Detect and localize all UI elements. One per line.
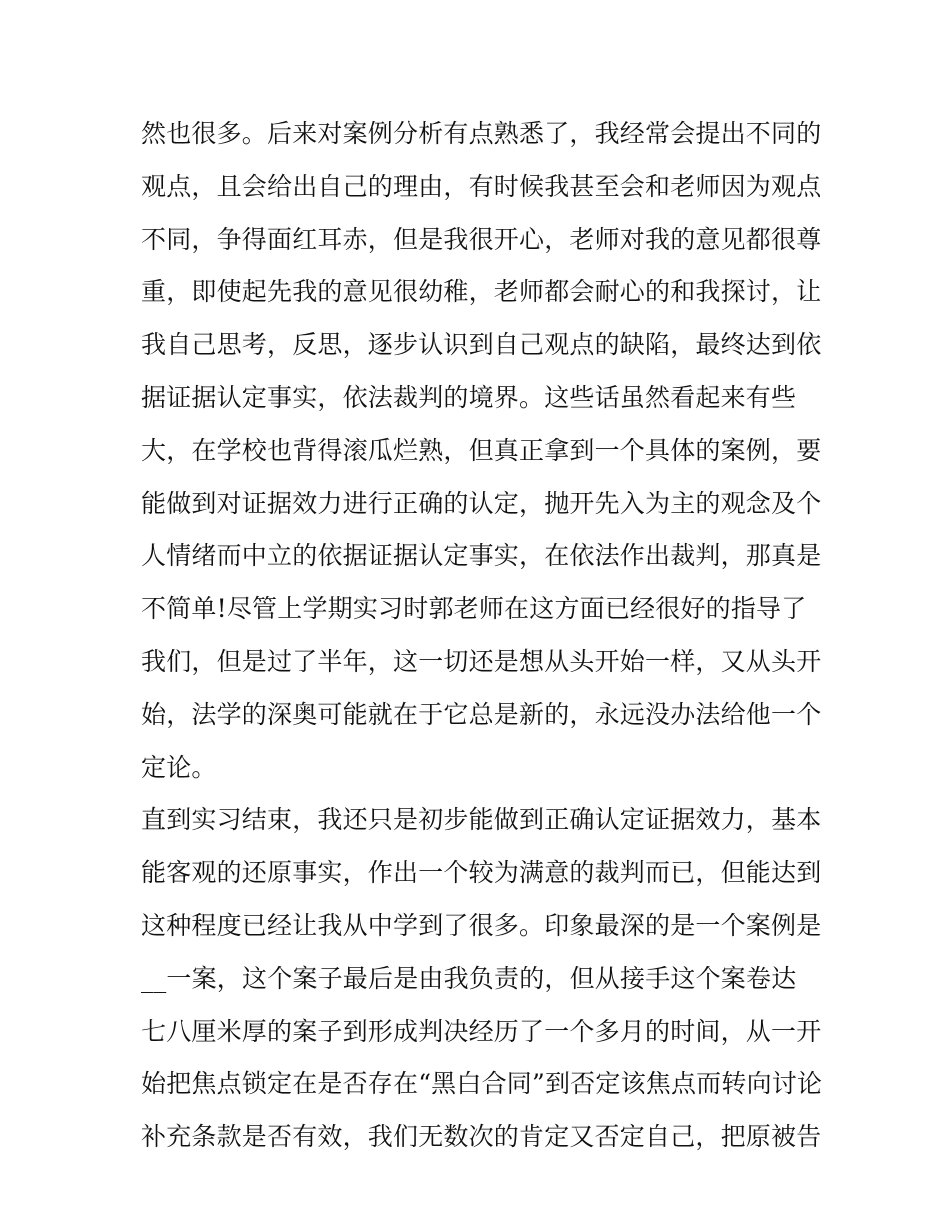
text-line: 能做到对证据效力进行正确的认定，抛开先入为主的观念及个	[141, 488, 822, 518]
text-line: 始，法学的深奥可能就在于它总是新的，永远没办法给他一个	[141, 699, 822, 729]
text-line: 不同，争得面红耳赤，但是我很开心，老师对我的意见都很尊	[141, 224, 822, 254]
text-line: 能客观的还原事实，作出一个较为满意的裁判而已，但能达到	[141, 858, 822, 888]
text-line: 我们，但是过了半年，这一切还是想从头开始一样，又从头开	[141, 646, 822, 676]
text-line: 始把焦点锁定在是否存在“黑白合同”到否定该焦点而转向讨论	[141, 1069, 823, 1099]
text-line: 人情绪而中立的依据证据认定事实，在依法作出裁判，那真是	[141, 541, 822, 571]
text-line: 七八厘米厚的案子到形成判决经历了一个多月的时间，从一开	[141, 1016, 822, 1046]
text-line: 大，在学校也背得滚瓜烂熟，但真正拿到一个具体的案例，要	[141, 435, 822, 465]
text-line: 补充条款是否有效，我们无数次的肯定又否定自己，把原被告	[141, 1122, 822, 1152]
text-line: 定论。	[141, 752, 217, 782]
text-line: __一案，这个案子最后是由我负责的，但从接手这个案卷达	[141, 963, 797, 993]
text-line: 据证据认定事实，依法裁判的境界。这些话虽然看起来有些	[141, 382, 797, 412]
text-line: 重，即使起先我的意见很幼稚，老师都会耐心的和我探讨，让	[141, 277, 822, 307]
text-line: 我自己思考，反思，逐步认识到自己观点的缺陷，最终达到依	[141, 330, 822, 360]
body-text	[141, 108, 821, 1164]
text-line: 观点，且会给出自己的理由，有时候我甚至会和老师因为观点	[141, 171, 822, 201]
text-line: 这种程度已经让我从中学到了很多。印象最深的是一个案例是	[141, 910, 822, 940]
text-line: 不简单!尽管上学期实习时郭老师在这方面已经很好的指导了	[141, 594, 807, 624]
text-line: 然也很多。后来对案例分析有点熟悉了，我经常会提出不同的	[141, 119, 822, 148]
text-line: 直到实习结束，我还只是初步能做到正确认定证据效力，基本	[141, 805, 822, 835]
